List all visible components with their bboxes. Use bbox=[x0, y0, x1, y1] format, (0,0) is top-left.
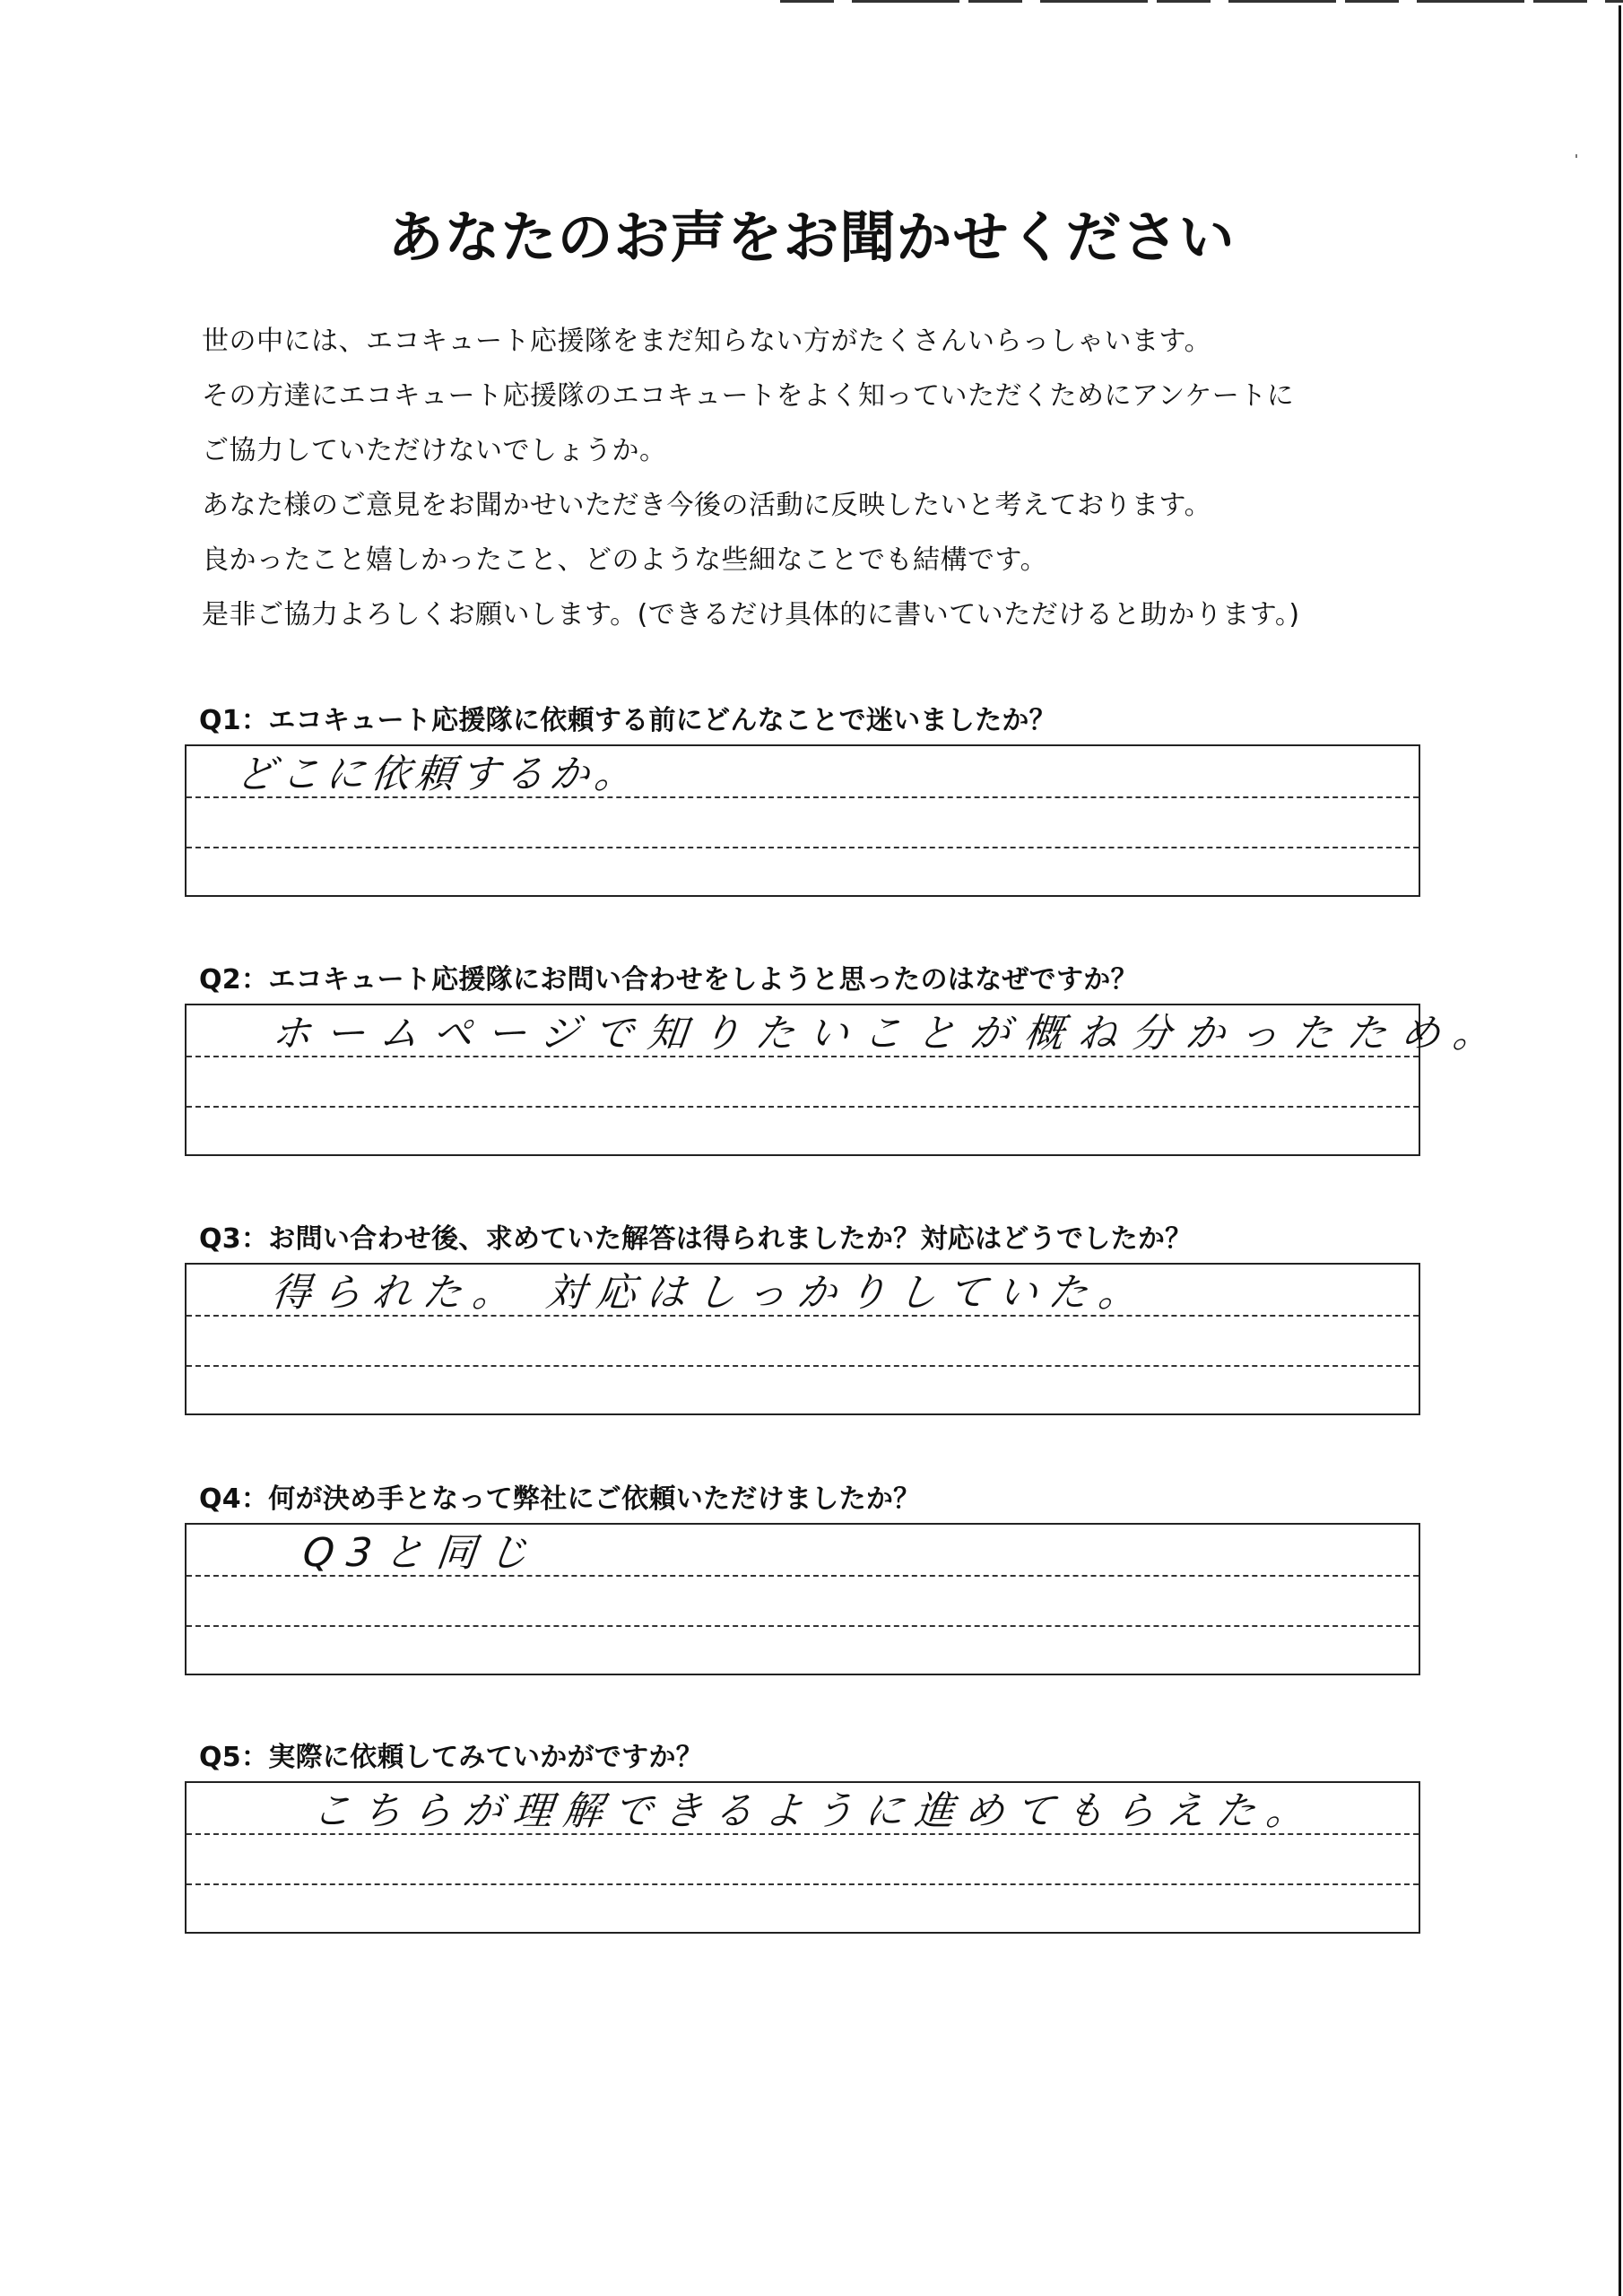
question-label: Q4：何が決め手となって弊社にご依頼いただけましたか？ bbox=[199, 1483, 921, 1515]
scan-edge-top bbox=[780, 0, 1623, 3]
answer-box[interactable] bbox=[185, 1263, 1420, 1415]
answer-box[interactable] bbox=[185, 744, 1420, 897]
scan-speck bbox=[1575, 154, 1577, 158]
answer-box[interactable] bbox=[185, 1781, 1420, 1934]
question-q1 bbox=[199, 705, 1428, 897]
handwritten-answer: 得られた。 対応はしっかりしていた。 bbox=[269, 1270, 1151, 1316]
scan-edge-right bbox=[1619, 5, 1621, 2296]
ruled-line bbox=[187, 1625, 1419, 1627]
intro-line: その方達にエコキュート応援隊のエコキュートをよく知っていただくためにアンケートに bbox=[202, 380, 1295, 412]
question-q5 bbox=[199, 1742, 1428, 1934]
question-label: Q5：実際に依頼してみていかがですか？ bbox=[199, 1742, 704, 1773]
handwritten-answer: こちらが理解できるように進めてもらえた。 bbox=[309, 1788, 1319, 1834]
question-label: Q3：お問い合わせ後、求めていた解答は得られましたか？対応はどうでしたか？ bbox=[199, 1223, 1193, 1255]
question-q2 bbox=[199, 964, 1510, 1156]
handwritten-answer: ホームページで知りたいことが概ね分かったため。 bbox=[269, 1011, 1510, 1057]
ruled-line bbox=[187, 1883, 1419, 1885]
ruled-line bbox=[187, 1106, 1419, 1108]
intro-paragraph bbox=[202, 314, 1457, 642]
answer-box[interactable] bbox=[185, 1523, 1420, 1675]
intro-line: ご協力していただけないでしょうか。 bbox=[202, 435, 667, 466]
intro-line: 良かったこと嬉しかったこと、どのような些細なことでも結構です。 bbox=[202, 544, 1048, 576]
question-q3 bbox=[199, 1223, 1428, 1415]
intro-line: 世の中には、エコキュート応援隊をまだ知らない方がたくさんいらっしゃいます。 bbox=[202, 326, 1212, 357]
intro-line: あなた様のご意見をお聞かせいただき今後の活動に反映したいと考えております。 bbox=[202, 490, 1212, 521]
ruled-line bbox=[187, 847, 1419, 848]
handwritten-answer: どこに依頼するか。 bbox=[233, 752, 642, 797]
ruled-line bbox=[187, 1365, 1419, 1367]
answer-box[interactable] bbox=[185, 1004, 1510, 1156]
question-label: Q2：エコキュート応援隊にお問い合わせをしようと思ったのはなぜですか？ bbox=[199, 964, 1138, 996]
question-label: Q1：エコキュート応援隊に依頼する前にどんなことで迷いましたか？ bbox=[199, 705, 1056, 736]
intro-line: 是非ご協力よろしくお願いします。(できるだけ具体的に書いていただけると助かります。) bbox=[202, 599, 1300, 631]
page-title: あなたのお声をお聞かせください bbox=[387, 204, 1236, 270]
handwritten-answer: Q3と同じ bbox=[300, 1530, 543, 1576]
question-q4 bbox=[199, 1483, 1428, 1675]
